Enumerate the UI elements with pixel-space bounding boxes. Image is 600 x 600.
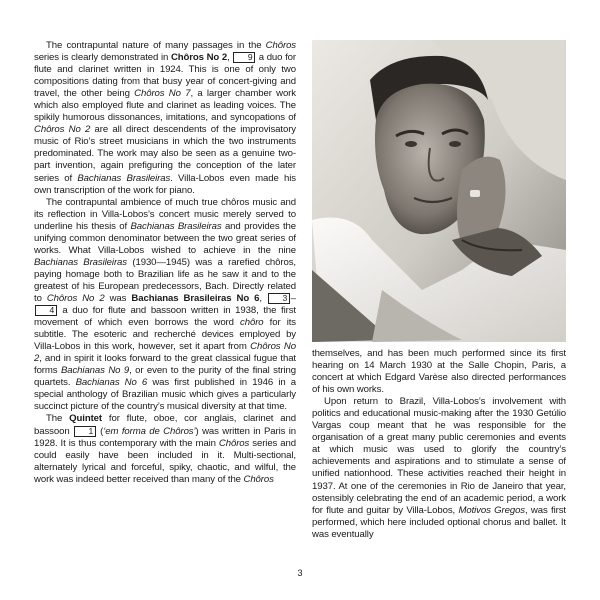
- text-run: . Villa-Lobos even made his own transcription of the work for piano.: [34, 172, 296, 196]
- text-run: a duo for flute and clarinet written in 1924. This is one of only two compositions dating from that busy year of concert-giving and travel, the other being: [34, 52, 296, 100]
- italic-title: Chôros: [265, 40, 296, 51]
- page-number: 3: [297, 568, 303, 578]
- text-run: are all direct descendents of the improvisatory music of Rio’s street musicians in which the two instruments predominated. The work may also be seen as a genuine two-part invention, again prefiguring the conception of the later series of: [34, 124, 296, 184]
- italic-title: Chôros No 2: [34, 124, 91, 136]
- italic-title: Bachianas Brasileiras: [77, 172, 171, 184]
- text-run: for flute, oboe, cor anglais, clarinet and bassoon: [34, 413, 296, 437]
- bold-title: Chôros No 2: [170, 52, 228, 64]
- italic-title: Motivos Gregos: [458, 504, 526, 516]
- text-run: , a larger chamber work which also employed flute and clarinet as leading voices. The spikily humorous dissonances, imitations, and syncopations of: [34, 88, 296, 124]
- text-run: (1930—1945) was a rarefied chôros, paying homage both to Brazilian life as he saw it and to the greatest of his European predecessors, Bach. Directly related to: [34, 256, 296, 304]
- italic-title: chôro: [240, 317, 264, 329]
- text-run: for its subtitle. The esoteric and recherché devices employed by Villa-Lobos in this work, however, set it apart from: [34, 317, 296, 353]
- text-run: –: [290, 292, 296, 304]
- italic-title: Chôros No 2: [34, 341, 296, 365]
- track-number-box: 9: [233, 52, 255, 63]
- text-run: themselves, and has been much performed since its first hearing on 14 March 1930 at the Salle Chopin, Paris, a concert at which Edgard Varèse also directed performances of his own works.: [312, 348, 566, 396]
- text-run: ,: [259, 292, 268, 304]
- italic-title: Bachianas Brasileiras: [34, 256, 127, 268]
- paragraph-brazil: [312, 396, 566, 541]
- italic-title: Bachianas Brasileiras: [130, 220, 222, 232]
- text-run: , or even to the purity of the final string quartets.: [34, 365, 296, 389]
- italic-title: Chôros: [218, 437, 250, 449]
- text-run: ) was written in Paris in 1928. It is thus contemporary with the main: [34, 425, 296, 449]
- left-column: [34, 40, 296, 486]
- italic-title: ‘em forma de Chôros’: [103, 425, 196, 437]
- text-run: ,: [227, 52, 233, 64]
- text-run: was: [104, 292, 132, 304]
- text-run: series and could easily have been included in it. Multi-sectional, alternately lyrical and forceful, spiky, chaotic, and wilful, the work was indeed better received than many of the: [34, 437, 296, 485]
- portrait-illustration: [312, 40, 566, 342]
- paragraph-choros-no2: [34, 40, 296, 197]
- right-column: [312, 348, 566, 541]
- photo-villa-lobos: [312, 40, 566, 342]
- italic-title: Chôros No 7: [134, 88, 191, 100]
- paragraph-quintet: [34, 413, 296, 485]
- bold-title: Bachianas Brasileiras No 6: [131, 292, 260, 304]
- text-run: and provides the unifying common denominator between the two great series of works. What Villa-Lobos wished to achieve in the nine: [34, 220, 296, 256]
- track-number-box: 1: [74, 426, 96, 437]
- italic-title: Bachianas No 6: [75, 377, 148, 389]
- italic-title: Chôros No 2: [46, 292, 105, 304]
- italic-title: Chôros: [243, 473, 274, 485]
- text-run: The contrapuntal nature of many passages in the: [46, 40, 266, 51]
- italic-title: Bachianas No 9: [60, 365, 130, 377]
- track-number-box: 3: [268, 293, 290, 304]
- text-run: (: [96, 425, 104, 437]
- bold-title: Quintet: [69, 413, 102, 425]
- text-run: series is clearly demonstrated in: [34, 52, 171, 64]
- paragraph-quintet-continued: [312, 348, 566, 396]
- text-run: a duo for flute and bassoon written in 1938, the first movement of which even borrows the word: [34, 305, 296, 329]
- text-run: The: [46, 413, 70, 425]
- paragraph-bachianas: [34, 197, 296, 414]
- text-run: , and in spirit it looks forward to the great classical fugue that forms: [34, 353, 296, 377]
- text-run: The contrapuntal ambience of much true chôros music and its reflection in Villa-Lobos’s concert music merely served to underline his thesis of: [34, 196, 296, 232]
- text-run: was first published in 1946 in a special anthology of Brazilian music which gives a particularly succinct picture of the country’s musical diversity at that time.: [34, 377, 296, 413]
- track-number-box: 4: [35, 305, 57, 316]
- text-run: Upon return to Brazil, Villa-Lobos’s involvement with politics and educational music-making after the 1930 Getúlio Vargas coup meant that he was responsible for the organisation of a great many public ceremonies and events at which music was used to glorify the country’s achievements and aspirations and to stimulate a sense of unified nationhood. These activities reached their height in 1937. At one of the ceremonies in Rio de Janeiro that year, ostensibly celebrating the end of an academic period, a work for flute and guitar by Villa-Lobos,: [312, 396, 566, 516]
- text-run: , was first performed, which here included optional chorus and ballet. It was eventually: [312, 504, 566, 540]
